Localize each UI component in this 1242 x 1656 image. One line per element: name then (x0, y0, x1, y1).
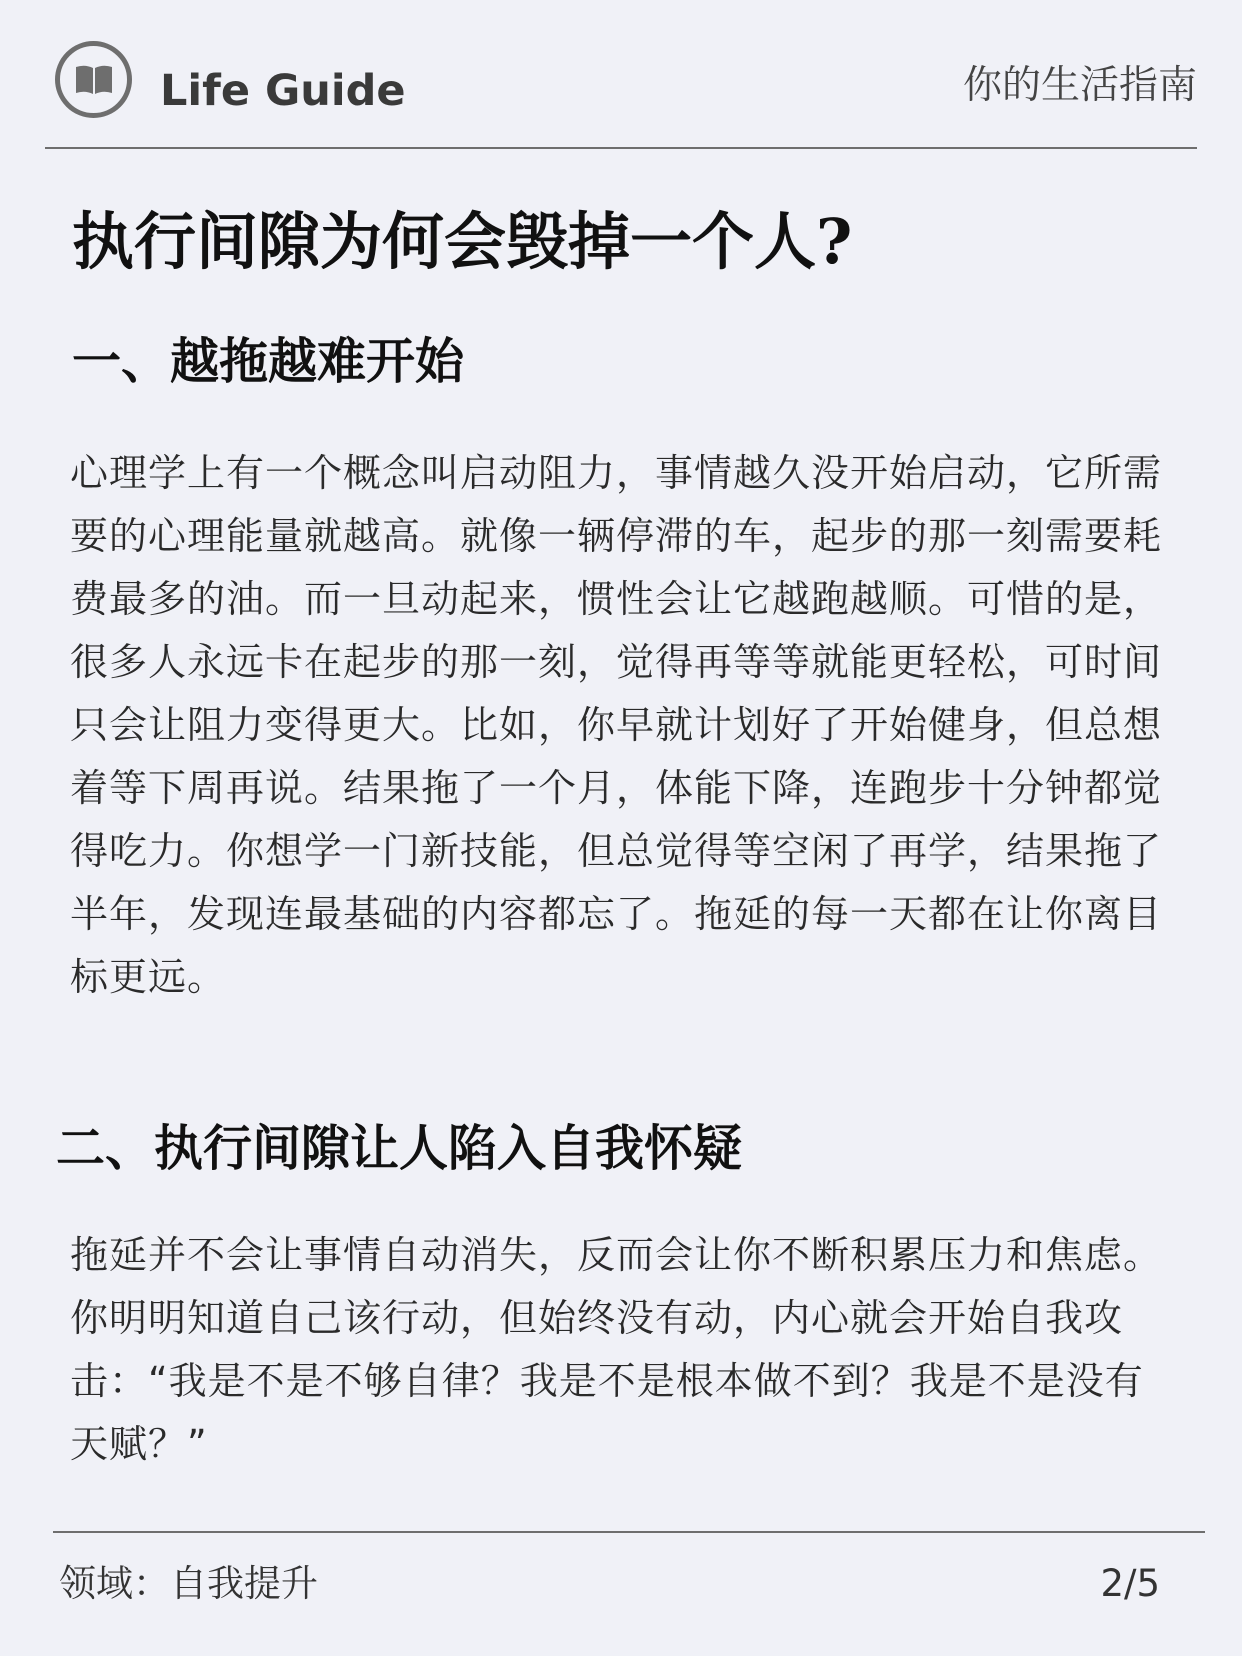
open-book-icon (73, 63, 115, 97)
brand-name: Life Guide (160, 66, 406, 116)
page-footer (53, 1531, 1205, 1613)
page-header (45, 36, 1197, 149)
section-heading-1: 一、越拖越难开始 (72, 332, 465, 390)
section-body-1: 心理学上有一个概念叫启动阻力，事情越久没开始启动，它所需要的心理能量就越高。就像一辆停滞的车，起步的那一刻需要耗费最多的油。而一旦动起来，惯性会让它越跑越顺。可惜的是，很多人永远卡在起步的那一刻，觉得再等等就能更轻松，可时间只会让阻力变得更大。比如，你早就计划好了开始健身，但总想着等下周再说。结果拖了一个月，体能下降，连跑步十分钟都觉得吃力。你想学一门新技能，但总觉得等空闲了再学，结果拖了半年，发现连最基础的内容都忘了。拖延的每一天都在让你离目标更远。 (70, 451, 1163, 999)
section-heading-2: 二、执行间隙让人陷入自我怀疑 (56, 1119, 743, 1177)
category-label: 领域：自我提升 (59, 1562, 318, 1605)
section-body-2: 拖延并不会让事情自动消失，反而会让你不断积累压力和焦虑。你明明知道自己该行动，但始终没有动，内心就会开始自我攻击：“我是不是不够自律？我是不是根本做不到？我是不是没有天赋？” (70, 1233, 1163, 1466)
logo (55, 41, 132, 118)
tagline: 你的生活指南 (962, 63, 1197, 108)
article-title: 执行间隙为何会毁掉一个人? (72, 205, 853, 278)
page-indicator: 2/5 (1100, 1562, 1160, 1605)
